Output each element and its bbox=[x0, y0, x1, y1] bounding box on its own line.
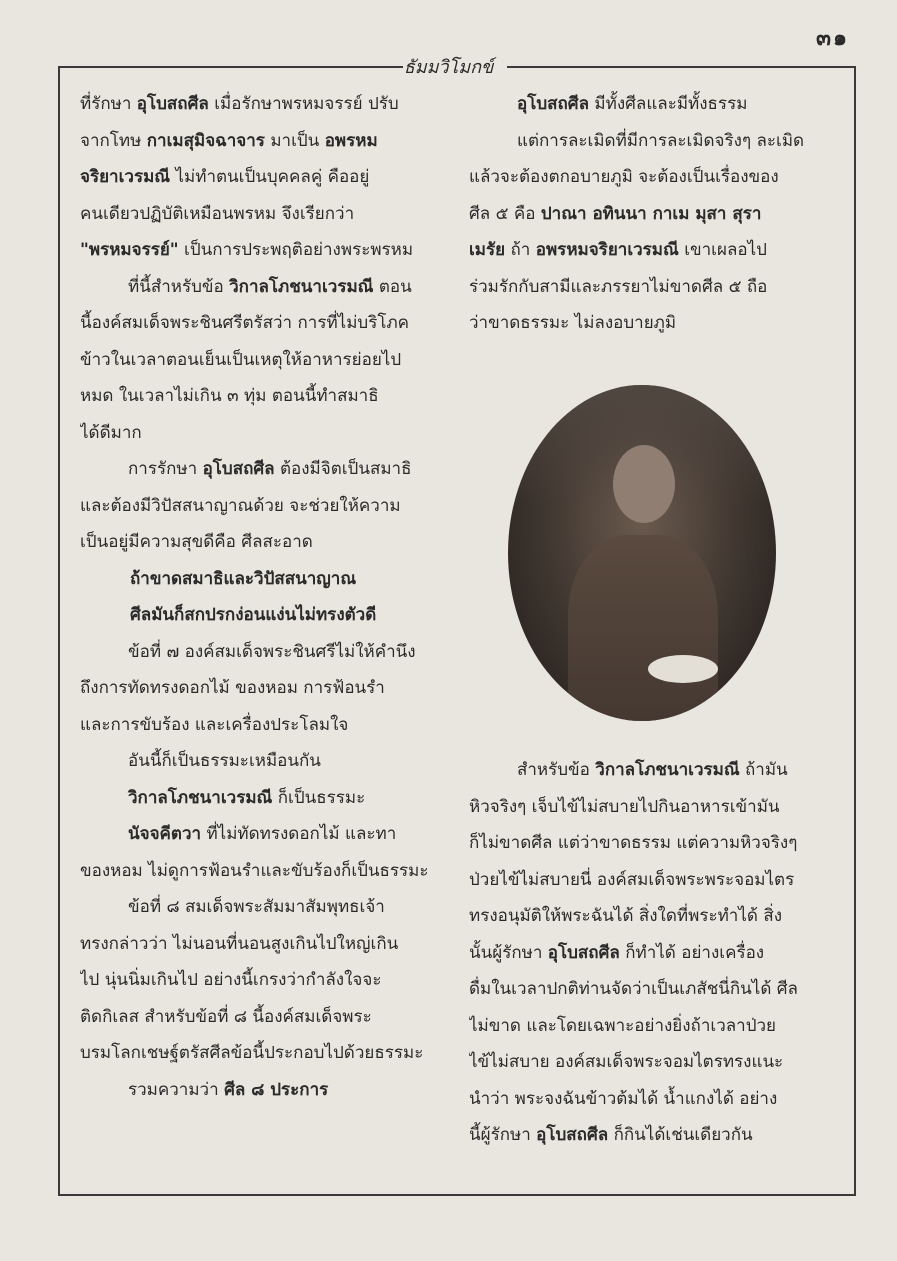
text-segment: นี้ผู้รักษา bbox=[469, 1125, 537, 1145]
text-line bbox=[80, 780, 450, 817]
text-segment: อุโบสถศีล bbox=[136, 94, 209, 114]
text-segment: บรมโลกเชษฐ์ตรัสศีลข้อนี้ประกอบไปด้วยธรรมะ bbox=[80, 1043, 424, 1063]
text-segment: หมด ในเวลาไม่เกิน ๓ ทุ่ม ตอนนี้ทำสมาธิ bbox=[80, 386, 379, 406]
text-segment: ที่ไม่ทัดทรงดอกไม้ และทา bbox=[201, 824, 397, 844]
text-segment: จากโทษ bbox=[80, 130, 147, 151]
right-text-column-top bbox=[469, 86, 837, 342]
text-line bbox=[80, 597, 450, 634]
text-segment: ถ้าขาดสมาธิและวิปัสสนาญาณ bbox=[130, 568, 357, 589]
text-line bbox=[80, 488, 450, 525]
text-segment: ก็ทำได้ อย่างเครื่อง bbox=[619, 942, 765, 963]
text-line bbox=[469, 123, 837, 160]
text-segment: ศีล ๕ คือ bbox=[469, 203, 541, 224]
text-segment: ต้องมีจิตเป็นสมาธิ bbox=[274, 459, 412, 479]
text-line bbox=[80, 451, 450, 488]
text-segment: ติดกิเลส สำหรับข้อที่ ๘ นี้องค์สมเด็จพระ bbox=[80, 1006, 372, 1027]
page-number: ๓๑ bbox=[815, 26, 849, 51]
text-line bbox=[80, 269, 450, 306]
text-line bbox=[80, 853, 450, 890]
text-segment: รวมความว่า bbox=[128, 1079, 225, 1100]
text-segment: ข้อที่ ๘ สมเด็จพระสัมมาสัมพุทธเจ้า bbox=[128, 897, 385, 917]
text-segment: ข้าวในเวลาตอนเย็นเป็นเหตุให้อาหารย่อยไป bbox=[80, 349, 402, 370]
right-text-column-bottom bbox=[469, 752, 837, 1154]
text-segment: นัจจคีตวา bbox=[128, 824, 202, 844]
text-segment: ไม่ทำตนเป็นบุคคลคู่ คืออยู่ bbox=[170, 167, 370, 187]
text-line bbox=[80, 999, 450, 1036]
text-segment: วิกาลโภชนาเวรมณี bbox=[595, 760, 740, 780]
text-line bbox=[469, 789, 837, 826]
text-line bbox=[80, 926, 450, 963]
text-segment: มาเป็น bbox=[264, 130, 325, 151]
text-line bbox=[80, 305, 450, 342]
text-segment: ของหอม ไม่ดูการฟ้อนรำและขับร้องก็เป็นธรรมะ bbox=[80, 860, 429, 881]
text-segment: ไม่ขาด และโดยเฉพาะอย่างยิ่งถ้าเวลาป่วย bbox=[469, 1015, 777, 1036]
text-segment: เขาเผลอไป bbox=[678, 240, 767, 260]
text-segment: อุโบสถศีล bbox=[536, 1125, 609, 1145]
text-line bbox=[80, 670, 450, 707]
text-segment: ถ้ามัน bbox=[739, 760, 788, 780]
text-segment: แล้วจะต้องตกอบายภูมิ จะต้องเป็นเรื่องของ bbox=[469, 167, 779, 187]
text-segment: เป็นอยู่มีความสุขดีคือ ศีลสะอาด bbox=[80, 532, 313, 552]
text-line bbox=[469, 862, 837, 899]
text-segment: และการขับร้อง และเครื่องประโลมใจ bbox=[80, 714, 349, 735]
text-segment: อพรหมจริยาเวรมณี bbox=[535, 240, 679, 260]
text-line bbox=[469, 269, 837, 306]
text-segment: อพรหม bbox=[324, 130, 378, 151]
text-line bbox=[80, 159, 450, 196]
text-segment: วิกาลโภชนาเวรมณี bbox=[229, 276, 374, 297]
text-segment: นำว่า พระจงฉันข้าวต้มได้ น้ำแกงได้ อย่าง bbox=[469, 1088, 778, 1109]
text-line bbox=[80, 1072, 450, 1109]
text-line bbox=[80, 816, 450, 853]
text-segment: ที่รักษา bbox=[80, 94, 137, 114]
text-line bbox=[469, 752, 837, 789]
text-segment: ศีลมันก็สกปรกง่อนแง่นไม่ทรงตัวดี bbox=[130, 605, 377, 625]
text-segment: แต่การละเมิดที่มีการละเมิดจริงๆ ละเมิด bbox=[517, 130, 805, 151]
text-line bbox=[80, 561, 450, 598]
photo-robe bbox=[568, 535, 718, 721]
monk-portrait-photo bbox=[508, 385, 776, 721]
photo-head bbox=[613, 445, 675, 523]
text-line bbox=[469, 86, 837, 123]
text-segment: ปาณา อทินนา กาเม มุสา สุรา bbox=[540, 203, 762, 224]
text-line bbox=[80, 378, 450, 415]
text-line bbox=[80, 196, 450, 233]
text-segment: นั้นผู้รักษา bbox=[469, 942, 548, 963]
text-segment: และต้องมีวิปัสสนาญาณด้วย จะช่วยให้ความ bbox=[80, 495, 401, 516]
text-segment: ก็กินได้เช่นเดียวกัน bbox=[608, 1125, 753, 1145]
text-line bbox=[80, 889, 450, 926]
text-segment: ว่าขาดธรรมะ ไม่ลงอบายภูมิ bbox=[469, 313, 677, 333]
text-line bbox=[80, 342, 450, 379]
text-segment: เป็นการประพฤติอย่างพระพรหม bbox=[178, 240, 414, 260]
text-segment: กาเมสุมิจฉาจาร bbox=[146, 130, 265, 151]
text-segment: มีทั้งศีลและมีทั้งธรรม bbox=[589, 94, 748, 114]
left-text-column bbox=[80, 86, 450, 1108]
text-segment: การรักษา bbox=[128, 459, 203, 479]
text-line bbox=[469, 159, 837, 196]
text-segment: ป่วยไข้ไม่สบายนี่ องค์สมเด็จพระพระจอมไตร bbox=[469, 869, 795, 890]
text-segment: จริยาเวรมณี bbox=[80, 167, 171, 187]
text-segment: "พรหมจรรย์" bbox=[80, 240, 179, 260]
text-segment: ตอน bbox=[373, 276, 412, 297]
text-segment: ไข้ไม่สบาย องค์สมเด็จพระจอมไตรทรงแนะ bbox=[469, 1052, 784, 1072]
text-line bbox=[469, 898, 837, 935]
text-segment: หิวจริงๆ เจ็บไข้ไม่สบายไปกินอาหารเข้ามัน bbox=[469, 796, 780, 817]
text-line bbox=[80, 524, 450, 561]
running-title: ธัมมวิโมกข์ bbox=[403, 57, 494, 78]
photo-tray bbox=[648, 655, 718, 683]
text-line bbox=[469, 825, 837, 862]
text-segment: อันนี้ก็เป็นธรรมะเหมือนกัน bbox=[128, 751, 321, 771]
text-segment: ได้ดีมาก bbox=[80, 422, 142, 443]
text-line bbox=[80, 415, 450, 452]
text-segment: ทรงกล่าวว่า ไม่นอนที่นอนสูงเกินไปใหญ่เกิน bbox=[80, 933, 399, 954]
text-segment: ทรงอนุมัติให้พระฉันได้ สิ่งใดที่พระทำได้ สิ่ง bbox=[469, 906, 782, 926]
text-line bbox=[469, 1117, 837, 1154]
text-segment: อุโบสถศีล bbox=[202, 459, 275, 479]
text-line bbox=[469, 196, 837, 233]
text-segment: วิกาลโภชนาเวรมณี bbox=[128, 787, 273, 808]
text-line bbox=[469, 935, 837, 972]
text-segment: ที่นี้สำหรับข้อ bbox=[128, 276, 230, 297]
text-line bbox=[80, 1035, 450, 1072]
text-segment: สำหรับข้อ bbox=[517, 760, 596, 780]
text-segment: ก็เป็นธรรมะ bbox=[272, 787, 366, 808]
text-segment: ถ้า bbox=[505, 240, 536, 260]
text-line bbox=[469, 971, 837, 1008]
text-line bbox=[80, 743, 450, 780]
text-segment: อุโบสถศีล bbox=[547, 942, 620, 963]
text-line bbox=[80, 123, 450, 160]
text-segment: ดื่มในเวลาปกติท่านจัดว่าเป็นเภสัชนี่กินได้ ศีล bbox=[469, 979, 798, 999]
text-line bbox=[80, 707, 450, 744]
text-segment: ข้อที่ ๗ องค์สมเด็จพระชินศรีไม่ให้คำนึง bbox=[128, 641, 416, 662]
text-segment: เมรัย bbox=[469, 240, 506, 260]
text-segment: ศีล ๘ ประการ bbox=[224, 1079, 329, 1100]
text-segment: นี้องค์สมเด็จพระชินศรีตรัสว่า การที่ไม่บริโภค bbox=[80, 313, 410, 333]
text-line bbox=[80, 634, 450, 671]
text-line bbox=[469, 1044, 837, 1081]
text-line bbox=[469, 305, 837, 342]
text-line bbox=[469, 232, 837, 269]
text-line bbox=[80, 86, 450, 123]
text-segment: ถึงการทัดทรงดอกไม้ ของหอม การฟ้อนรำ bbox=[80, 678, 385, 698]
text-segment: ก็ไม่ขาดศีล แต่ว่าขาดธรรม แต่ความหิวจริงๆ bbox=[469, 833, 798, 853]
text-segment: อุโบสถศีล bbox=[517, 94, 590, 114]
text-line bbox=[80, 232, 450, 269]
text-segment: คนเดียวปฏิบัติเหมือนพรหม จึงเรียกว่า bbox=[80, 203, 355, 224]
text-segment: ไป นุ่นนิ่มเกินไป อย่างนี้เกรงว่ากำลังใจจะ bbox=[80, 970, 382, 990]
text-line bbox=[469, 1081, 837, 1118]
text-segment: เมื่อรักษาพรหมจรรย์ ปรับ bbox=[208, 94, 399, 114]
text-line bbox=[80, 962, 450, 999]
text-segment: ร่วมรักกับสามีและภรรยาไม่ขาดศีล ๕ ถือ bbox=[469, 276, 768, 297]
text-line bbox=[469, 1008, 837, 1045]
